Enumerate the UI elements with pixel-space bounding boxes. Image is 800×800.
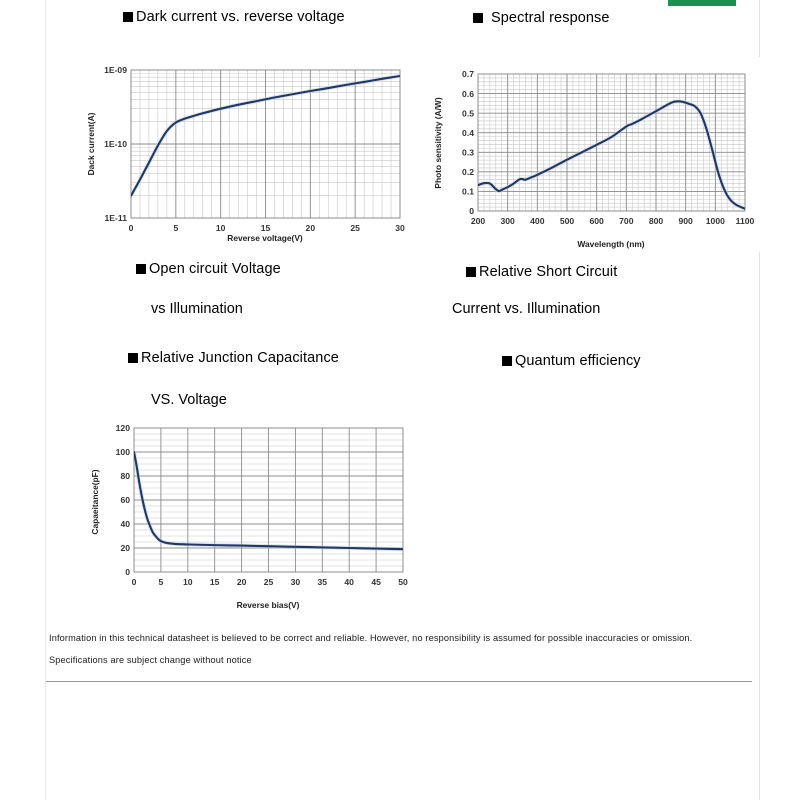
svg-text:20: 20 <box>236 577 247 587</box>
svg-text:30: 30 <box>290 577 301 587</box>
chart-capacitance-ylabel: Capaeitance(pF) <box>90 469 100 535</box>
svg-text:80: 80 <box>120 471 130 482</box>
svg-text:0.1: 0.1 <box>462 186 474 197</box>
chart-junction-capacitance-svg <box>76 417 418 619</box>
bullet-square-icon <box>466 267 476 277</box>
svg-text:0.2: 0.2 <box>462 167 474 178</box>
heading-open-circuit-subtitle: vs Illumination <box>151 301 243 317</box>
svg-text:20: 20 <box>305 223 316 233</box>
svg-text:400: 400 <box>530 216 545 226</box>
footer-disclaimer-line-2: Specifications are subject change without notice <box>49 655 252 665</box>
bullet-square-icon <box>136 264 146 274</box>
svg-text:0: 0 <box>131 577 137 587</box>
svg-text:0.5: 0.5 <box>462 108 474 119</box>
svg-text:10: 10 <box>183 577 193 587</box>
heading-dark-current <box>123 9 345 25</box>
svg-text:0.3: 0.3 <box>462 147 474 158</box>
footer-disclaimer-line-1: Information in this technical datasheet is believed to be correct and reliable. However, no responsibility is assumed for possible inaccuracies or omission. <box>49 633 693 643</box>
svg-text:40: 40 <box>344 577 354 587</box>
top-accent-bar <box>668 0 736 6</box>
heading-open-circuit-label: Open circuit Voltage <box>149 261 281 277</box>
svg-text:600: 600 <box>589 216 604 226</box>
svg-text:20: 20 <box>120 543 130 554</box>
svg-text:60: 60 <box>120 495 130 506</box>
svg-text:1E-11: 1E-11 <box>104 213 127 224</box>
svg-text:35: 35 <box>317 577 328 587</box>
svg-text:200: 200 <box>470 216 486 226</box>
svg-text:300: 300 <box>500 216 515 226</box>
svg-text:0.4: 0.4 <box>462 127 474 138</box>
svg-text:25: 25 <box>263 577 274 587</box>
heading-open-circuit-voltage <box>136 261 281 277</box>
chart-dark-current-xlabel: Reverse voltage(V) <box>227 233 303 243</box>
svg-text:100: 100 <box>115 447 130 458</box>
heading-spectral-response <box>473 10 610 26</box>
chart-dark-current <box>80 55 410 245</box>
svg-text:30: 30 <box>395 223 405 233</box>
svg-text:500: 500 <box>559 216 575 226</box>
svg-text:120: 120 <box>115 423 130 434</box>
svg-text:0: 0 <box>128 223 134 233</box>
svg-text:15: 15 <box>209 577 220 587</box>
chart-spectral-xlabel: Wavelength (nm) <box>577 239 645 249</box>
footer-divider <box>46 681 752 682</box>
heading-junction-capacitance-label: Relative Junction Capacitance <box>141 350 339 366</box>
svg-text:800: 800 <box>648 216 664 226</box>
heading-junction-capacitance-subtitle: VS. Voltage <box>151 392 227 408</box>
chart-dark-current-svg <box>80 55 410 245</box>
chart-junction-capacitance <box>76 417 418 619</box>
bullet-square-icon <box>502 356 512 366</box>
svg-text:5: 5 <box>158 577 164 587</box>
svg-text:1100: 1100 <box>735 216 755 226</box>
svg-text:0.7: 0.7 <box>462 69 474 80</box>
heading-short-circuit-label: Relative Short Circuit <box>479 264 618 280</box>
svg-text:40: 40 <box>120 519 130 530</box>
svg-text:1E-10: 1E-10 <box>104 139 127 150</box>
chart-spectral-ylabel: Photo sensitivity (A/W) <box>433 97 443 189</box>
svg-text:700: 700 <box>619 216 634 226</box>
heading-dark-current-label: Dark current vs. reverse voltage <box>136 9 345 25</box>
heading-junction-capacitance <box>128 350 339 366</box>
svg-text:900: 900 <box>678 216 693 226</box>
heading-spectral-response-label: Spectral response <box>491 10 610 26</box>
heading-quantum-efficiency-label: Quantum efficiency <box>515 353 641 369</box>
svg-text:1E-09: 1E-09 <box>104 65 127 76</box>
chart-spectral-response <box>428 57 760 252</box>
chart-dark-current-ylabel: Dack current(A) <box>86 112 96 176</box>
chart-capacitance-xlabel: Reverse bias(V) <box>236 600 300 610</box>
chart-spectral-response-svg <box>428 57 760 252</box>
bullet-square-icon <box>128 353 138 363</box>
svg-text:50: 50 <box>398 577 408 587</box>
svg-text:0.6: 0.6 <box>462 88 474 99</box>
svg-text:1000: 1000 <box>705 216 725 226</box>
bullet-square-icon <box>473 13 483 23</box>
svg-text:25: 25 <box>350 223 360 233</box>
svg-text:10: 10 <box>215 223 226 233</box>
svg-text:0: 0 <box>125 567 130 578</box>
heading-quantum-efficiency <box>502 353 641 369</box>
heading-short-circuit-current <box>466 264 617 280</box>
bullet-square-icon <box>123 12 133 22</box>
svg-text:5: 5 <box>173 223 179 233</box>
svg-text:0: 0 <box>469 206 474 217</box>
svg-text:45: 45 <box>371 577 381 587</box>
heading-short-circuit-subtitle: Current vs. Illumination <box>452 301 601 317</box>
svg-text:15: 15 <box>260 223 271 233</box>
